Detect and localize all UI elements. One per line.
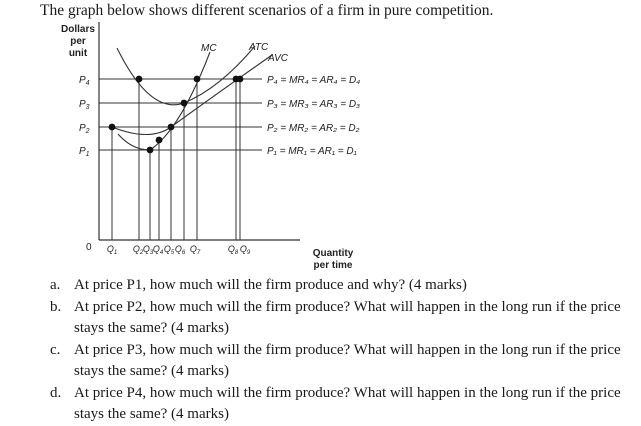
quantity-label-q4: $Q_4$ [152, 244, 164, 256]
quantity-label-q8: $Q_8$ [227, 244, 239, 256]
quantity-label-q5: $Q_5$ [163, 244, 175, 256]
question-letter: d. [50, 384, 62, 401]
question-item [50, 297, 635, 340]
question-letter: c. [50, 341, 61, 358]
line-label-p3: P₃ = MR₃ = AR₃ = D₃ [267, 99, 361, 110]
line-label-p4: P₄ = MR₄ = AR₄ = D₄ [267, 75, 361, 86]
question-letter: a. [50, 277, 61, 293]
point-avc-p4 [237, 76, 244, 83]
point-mc-p2 [168, 124, 175, 131]
question-item [50, 383, 635, 426]
mc-curve [118, 52, 210, 150]
question-item [50, 340, 635, 383]
question-item [50, 275, 635, 297]
question-list [50, 275, 635, 426]
mc-label: MC [201, 43, 217, 54]
origin-label: 0 [86, 242, 92, 253]
quantity-label-q1: $Q_1$ [106, 244, 118, 256]
question-letter: b. [50, 298, 62, 315]
point-mc-p4 [194, 76, 201, 83]
atc-curve [117, 46, 255, 105]
point-avc-p2 [109, 124, 116, 131]
question-title: The graph below shows different scenarios of a firm in pure competition. [40, 2, 494, 19]
atc-label: ATC [249, 42, 269, 53]
question-text: At price P4, how much will the firm produce? What will happen in the long run if the price stays the same? (4 marks) [74, 384, 621, 422]
avc-label: AVC [268, 53, 289, 64]
point-avc-min-p1 [147, 147, 154, 154]
question-text: At price P3, how much will the firm produce? What will happen in the long run if the price stays the same? (4 marks) [74, 341, 621, 379]
line-label-p1: P₁ = MR₁ = AR₁ = D₁ [267, 146, 357, 157]
quantity-label-q3: $Q_3$ [142, 244, 154, 256]
question-text: At price P2, how much will the firm produce? What will happen in the long run if the price stays the same? (4 marks) [74, 298, 621, 336]
quantity-label-q2: $Q_2$ [132, 244, 144, 256]
y-axis-label-line-1: Dollars [61, 24, 95, 35]
price-label-p2: $P_2$ [79, 123, 90, 135]
x-axis-label-line-1: Quantity [312, 248, 354, 259]
point-mc-q4 [156, 137, 163, 144]
y-axis-label-line-3: unit [68, 48, 88, 59]
point-atc-p4-left [136, 76, 143, 83]
price-label-p1: $P_1$ [79, 146, 90, 158]
y-axis-label-line-2: per [70, 36, 86, 47]
price-label-p3: $P_3$ [79, 99, 90, 111]
question-text: At price P1, how much will the firm produce and why? (4 marks) [74, 277, 467, 293]
quantity-label-q6: $Q_6$ [174, 244, 186, 256]
price-label-p4: $P_4$ [79, 75, 90, 87]
line-label-p2: P₂ = MR₂ = AR₂ = D₂ [267, 123, 360, 134]
x-axis-label-line-2: per time [313, 260, 353, 271]
quantity-label-q9: $Q_9$ [239, 244, 251, 256]
quantity-label-q7: $Q_7$ [189, 244, 201, 256]
point-atc-min-p3 [181, 100, 188, 107]
